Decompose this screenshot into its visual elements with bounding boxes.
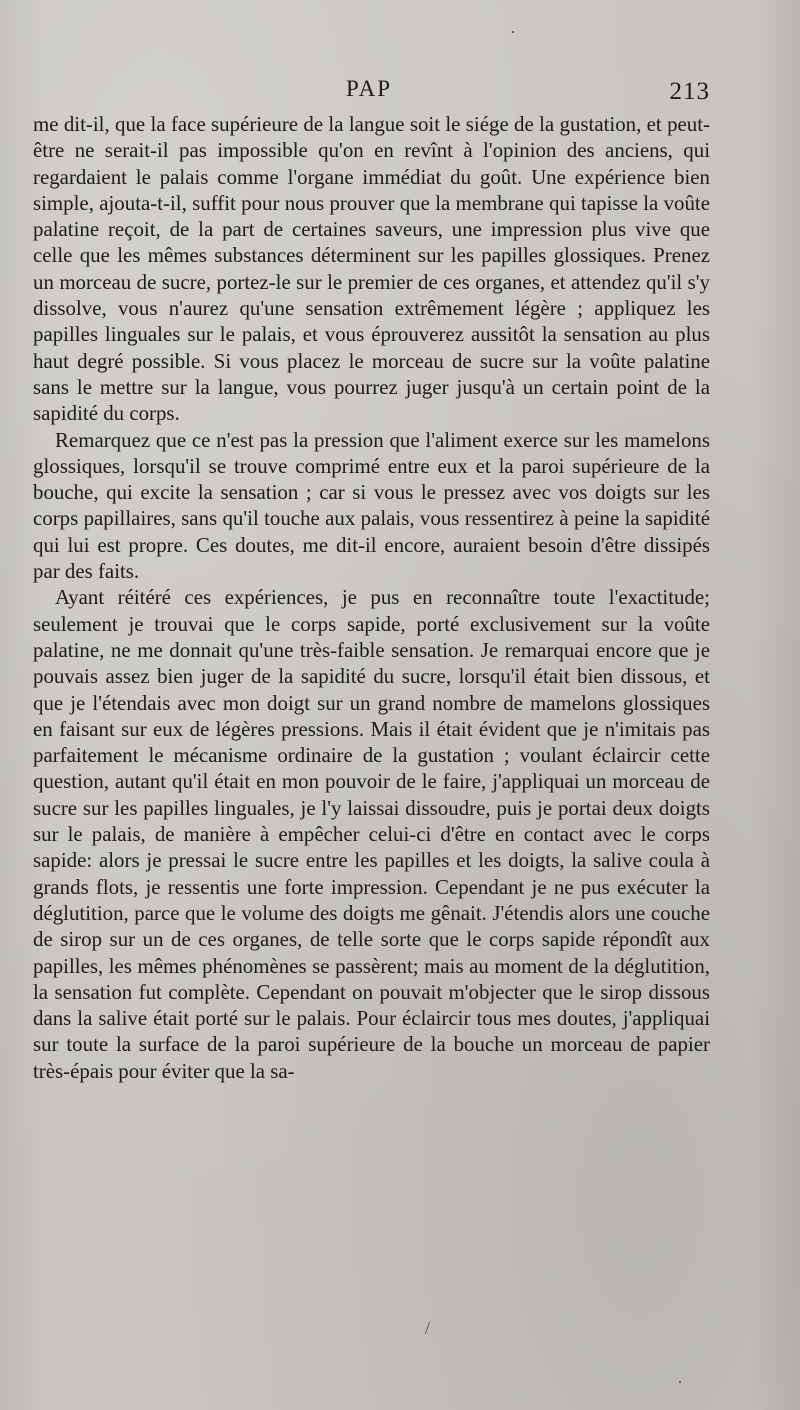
paper-speck: /	[425, 1318, 431, 1338]
body-text	[33, 111, 710, 1084]
paragraph-3: Ayant réitéré ces expériences, je pus en reconnaître toute l'exactitude; seulement je trouvai que le corps sapide, porté exclusivement sur la voûte palatine, ne me donnait qu'une très-faible sensation. Je remarquai encore que je pouvais assez bien juger de la sapidité du sucre, lorsqu'il était bien dissous, et que je l'étendais avec mon doigt sur un grand nombre de mamelons glossiques en faisant sur eux de légères pressions. Mais il était évident que je n'imitais pas parfaitement le mécanisme ordinaire de la gustation ; voulant éclaircir cette question, autant qu'il était en mon pouvoir de le faire, j'appliquai un morceau de sucre sur les papilles linguales, je l'y laissai dissoudre, puis je portai deux doigts sur le palais, de manière à empêcher celui-ci d'être en contact avec le corps sapide: alors je pressai le sucre entre les papilles et les doigts, la salive coula à grands flots, je ressentis une forte impression. Cependant je ne pus exécuter la déglutition, parce que le volume des doigts me gênait. J'étendis alors une couche de sirop sur un de ces organes, de telle sorte que le corps sapide répondît aux papilles, les mêmes phénomènes se passèrent; mais au moment de la déglutition, la sensation fut complète. Cependant on pouvait m'objecter que le sirop dissous dans la salive était porté sur le palais. Pour éclaircir tous mes doutes, j'appliquai sur toute la surface de la paroi supérieure de la bouche un morceau de papier très-épais pour éviter que la sa-	[33, 585, 710, 1083]
paragraph-2: Remarquez que ce n'est pas la pression que l'aliment exerce sur les mamelons glossiques, lorsqu'il se trouve comprimé entre eux et la paroi supérieure de la bouche, qui excite la sensation ; car si vous le pressez avec vos doigts sur les corps papillaires, sans qu'il touche aux palais, vous ressentirez à peine la sapidité qui lui est propre. Ces doutes, me dit-il encore, auraient besoin d'être dissipés par des faits.	[33, 427, 710, 584]
running-title: PAP	[345, 76, 393, 101]
paper-speck: ·	[677, 1372, 683, 1392]
paragraph-1: me dit-il, que la face supérieure de la langue soit le siége de la gustation, et peut-être ne serait-il pas impossible qu'on en revînt à l'opinion des anciens, qui regardaient le palais comme l'organe immédiat du goût. Une expérience bien simple, ajouta-t-il, suffit pour nous prouver que la membrane qui tapisse la voûte palatine reçoit, de la part de certaines saveurs, une impression plus vive que celle que les mêmes substances déterminent sur les papilles glossiques. Prenez un morceau de sucre, portez-le sur le premier de ces organes, et attendez qu'il s'y dissolve, vous n'aurez qu'une sensation extrêmement légère ; appliquez les papilles linguales sur le palais, et vous éprouverez aussitôt la sensation au plus haut degré possible. Si vous placez le morceau de sucre sur la voûte palatine sans le mettre sur la langue, vous pourrez juger jusqu'à un certain point de la sapidité du corps.	[33, 112, 710, 426]
running-head	[28, 76, 710, 106]
paper-speck: ·	[510, 22, 516, 42]
page-number: 213	[669, 78, 710, 105]
